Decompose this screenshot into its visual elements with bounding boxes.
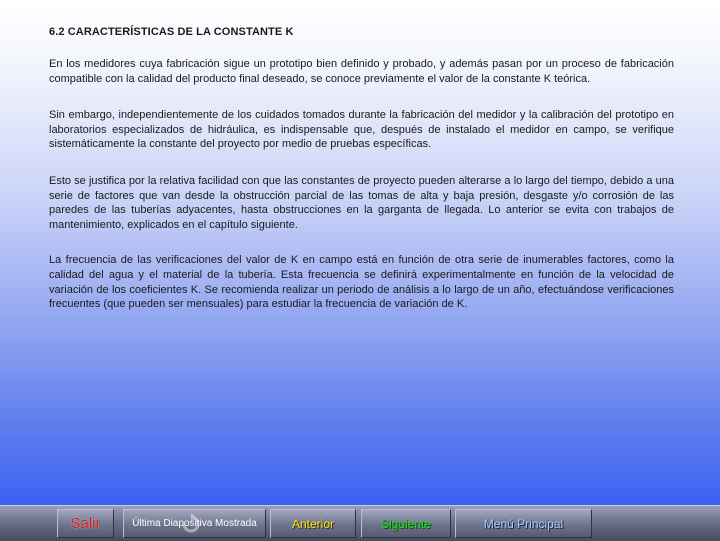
- paragraph-1: En los medidores cuya fabricación sigue un prototipo bien definido y probado, y además pasan por un proceso de fabricación compatible con la calidad del producto final deseado, se conoce previamente el valor de la constante K teórica.: [49, 58, 674, 85]
- main-menu-button[interactable]: [455, 509, 592, 538]
- last-slide-button[interactable]: [123, 509, 266, 538]
- paragraph-4: La frecuencia de las verificaciones del valor de K en campo está en función de otra serie de inumerables factores, como la calidad del agua y el material de la tubería. Esta frecuencia se definirá experimentalmente en función de la velocidad de variación de los coeficientes K. Se recomienda realizar un periodo de análisis a lo largo de un año, efectuándose verificaciones frecuentes (que pueden ser mensuales) para estudiar la frecuencia de variación de K.: [49, 254, 674, 311]
- paragraph-2: Sin embargo, independientemente de los cuidados tomados durante la fabricación del medidor y la calibración del prototipo en laboratorios especializados de hidráulica, es indispensable que, después de instalado el medidor en campo, se verifique sistemáticamente la constante del proyecto por medio de pruebas específicas.: [49, 109, 674, 151]
- slide-content: [49, 26, 674, 335]
- navigation-toolbar: [0, 505, 720, 541]
- last-slide-button-label: Última Diapositiva Mostrada: [132, 518, 257, 529]
- paragraph-3: Esto se justifica por la relativa facilidad con que las constantes de proyecto pueden alterarse a lo largo del tiempo, debido a una serie de factores que van desde la obstrucción parcial de las tomas de alta y baja presión, desgaste y/o corrosión de las paredes de las tuberías adyacentes, hasta obstrucciones en la garganta de llegada. Lo anterior se evita con trabajos de mantenimiento, explicados en el capítulo siguiente.: [49, 174, 674, 231]
- next-button-label: Siguiente: [380, 516, 432, 531]
- exit-button-label: Salir: [70, 515, 101, 532]
- main-menu-button-label: Menú Principal: [483, 516, 564, 531]
- next-button[interactable]: [361, 509, 451, 538]
- exit-button[interactable]: [57, 509, 114, 538]
- slide-title: 6.2 CARACTERÍSTICAS DE LA CONSTANTE K: [49, 26, 294, 38]
- previous-button-label: Anterior: [291, 516, 335, 531]
- previous-button[interactable]: [270, 509, 356, 538]
